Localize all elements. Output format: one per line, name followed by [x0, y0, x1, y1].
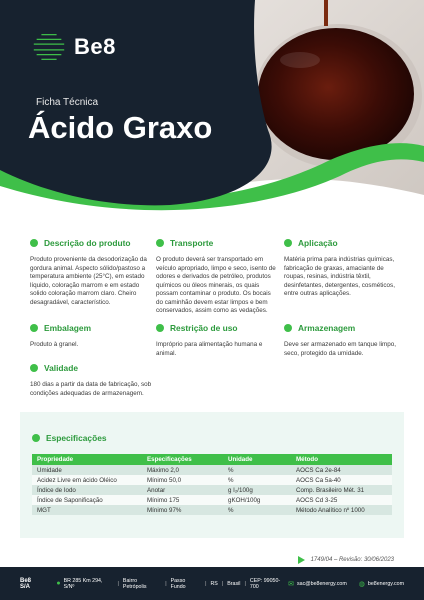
specifications-table — [32, 454, 392, 515]
section-text: Produto proveniente da desodorização da gordura animal. Aspecto sólido/pastoso a temperatura ambiente (25°C), em estado líquido, coloração marrom e em estado solido coloração marrom claro. Cheiro desagradável, característico. — [30, 256, 147, 306]
table-cell: AOCS Ca 2e-84 — [291, 465, 392, 475]
table-cell: Mínimo 50,0 — [142, 475, 223, 485]
section-descricao — [30, 238, 152, 307]
table-cell: Comp. Brasileiro Mét. 31 — [291, 485, 392, 495]
table-row — [32, 475, 392, 485]
separator: | — [205, 580, 207, 587]
bullet-icon — [30, 324, 38, 332]
column-header: Unidade — [223, 454, 291, 465]
section-title: Validade — [44, 363, 78, 373]
section-transporte — [156, 238, 278, 316]
section-title: Embalagem — [44, 323, 92, 333]
table-cell: gKOH/100g — [223, 495, 291, 505]
section-aplicacao — [284, 238, 406, 299]
table-cell: Acidez Livre em ácido Oléico — [32, 475, 142, 485]
table-row — [32, 465, 392, 475]
footer-website[interactable] — [359, 580, 404, 588]
table-cell: AOCS Cd 3-25 — [291, 495, 392, 505]
specifications-panel — [20, 412, 404, 538]
section-text: Impróprio para alimentação humana e animal. — [156, 341, 263, 357]
table-cell: Anotar — [142, 485, 223, 495]
section-title: Aplicação — [298, 238, 338, 248]
table-cell: % — [223, 475, 291, 485]
bullet-icon — [284, 324, 292, 332]
table-cell: Máximo 2,0 — [142, 465, 223, 475]
separator: | — [244, 580, 246, 587]
revision-text: 1749/04 – Revisão: 30/06/2023 — [310, 557, 394, 563]
section-text: Matéria prima para indústrias químicas, fabricação de graxas, amaciante de roupas, resinas, indústria têxtil, desinfetantes, detergentes, cosméticos, entre outras aplicações. — [284, 256, 395, 298]
bullet-icon — [284, 239, 292, 247]
oil-stream — [324, 0, 328, 26]
play-triangle-icon — [298, 556, 305, 564]
table-cell: Mínimo 175 — [142, 495, 223, 505]
section-text: 180 dias a partir da data de fabricação, sob condições adequadas de armazenagem. — [30, 381, 152, 397]
footer-company: Be8 S/A — [20, 577, 32, 590]
bullet-icon — [30, 364, 38, 372]
map-pin-icon: ● — [56, 580, 61, 587]
section-text: Produto à granel. — [30, 341, 79, 348]
section-validade — [30, 363, 152, 398]
footer — [0, 567, 424, 600]
footer-address — [56, 578, 288, 590]
section-title: Transporte — [170, 238, 214, 248]
section-restricao — [156, 323, 278, 358]
document-type: Ficha Técnica — [36, 97, 99, 108]
section-title: Restrição de uso — [170, 323, 238, 333]
brand-name: Be8 — [74, 34, 116, 59]
oil-pool — [258, 28, 414, 160]
brand-logo — [30, 28, 116, 66]
address-part: RS — [210, 580, 218, 587]
section-text: O produto deverá ser transportado em veículo apropriado, limpo e seco, isento de odores e derivados de petróleo, produtos químicos ou óleos minerais, os quais possam contaminar o produto. Os bocais do caminhão devem estar limpos e bem conservados, assim como as vedações. — [156, 256, 276, 315]
section-text: Deve ser armazenado em tanque limpo, seco, protegido da umidade. — [284, 341, 397, 357]
table-cell: MGT — [32, 505, 142, 515]
globe-icon: ◍ — [358, 580, 365, 588]
section-embalagem — [30, 323, 152, 350]
table-cell: Mínimo 97% — [142, 505, 223, 515]
envelope-icon: ✉ — [288, 580, 295, 588]
bullet-icon — [32, 434, 40, 442]
table-cell: % — [223, 505, 291, 515]
table-cell: g I₂/100g — [223, 485, 291, 495]
table-cell: Método Analítico nº 1000 — [291, 505, 392, 515]
address-part: CEP: 99050-700 — [249, 577, 281, 590]
bullet-icon — [30, 239, 38, 247]
table-header-row — [32, 454, 392, 465]
revision-info — [298, 556, 394, 564]
be8-globe-icon — [30, 28, 68, 66]
table-cell: Umidade — [32, 465, 142, 475]
section-title: Armazenagem — [298, 323, 356, 333]
table-cell: Índice de Iodo — [32, 485, 142, 495]
email-link[interactable]: sac@be8energy.com — [297, 580, 347, 587]
bullet-icon — [156, 239, 164, 247]
specifications-title: Especificações — [46, 433, 107, 443]
table-row — [32, 505, 392, 515]
separator: | — [117, 580, 119, 587]
column-header: Método — [291, 454, 392, 465]
address-part: Bairro Petrópolis — [122, 577, 147, 590]
bullet-icon — [156, 324, 164, 332]
page-title: Ácido Graxo — [28, 110, 213, 145]
address-part: Passo Fundo — [170, 577, 186, 590]
section-title: Descrição do produto — [44, 238, 131, 248]
specifications-heading — [32, 433, 107, 443]
footer-email[interactable] — [288, 580, 347, 588]
footer-contacts — [288, 580, 404, 588]
table-cell: % — [223, 465, 291, 475]
header — [0, 0, 424, 220]
separator: | — [165, 580, 167, 587]
table-cell: Índice de Saponificação — [32, 495, 142, 505]
separator: | — [221, 580, 224, 587]
section-armazenagem — [284, 323, 406, 358]
table-row — [32, 485, 392, 495]
address-part: BR 285 Km 294, S/Nº — [63, 577, 103, 590]
table-row — [32, 495, 392, 505]
address-part: Brasil — [227, 580, 241, 587]
website-link[interactable]: be8energy.com — [367, 580, 404, 587]
column-header: Especificações — [142, 454, 223, 465]
table-cell: AOCS Ca 5a-40 — [291, 475, 392, 485]
column-header: Propriedade — [32, 454, 142, 465]
